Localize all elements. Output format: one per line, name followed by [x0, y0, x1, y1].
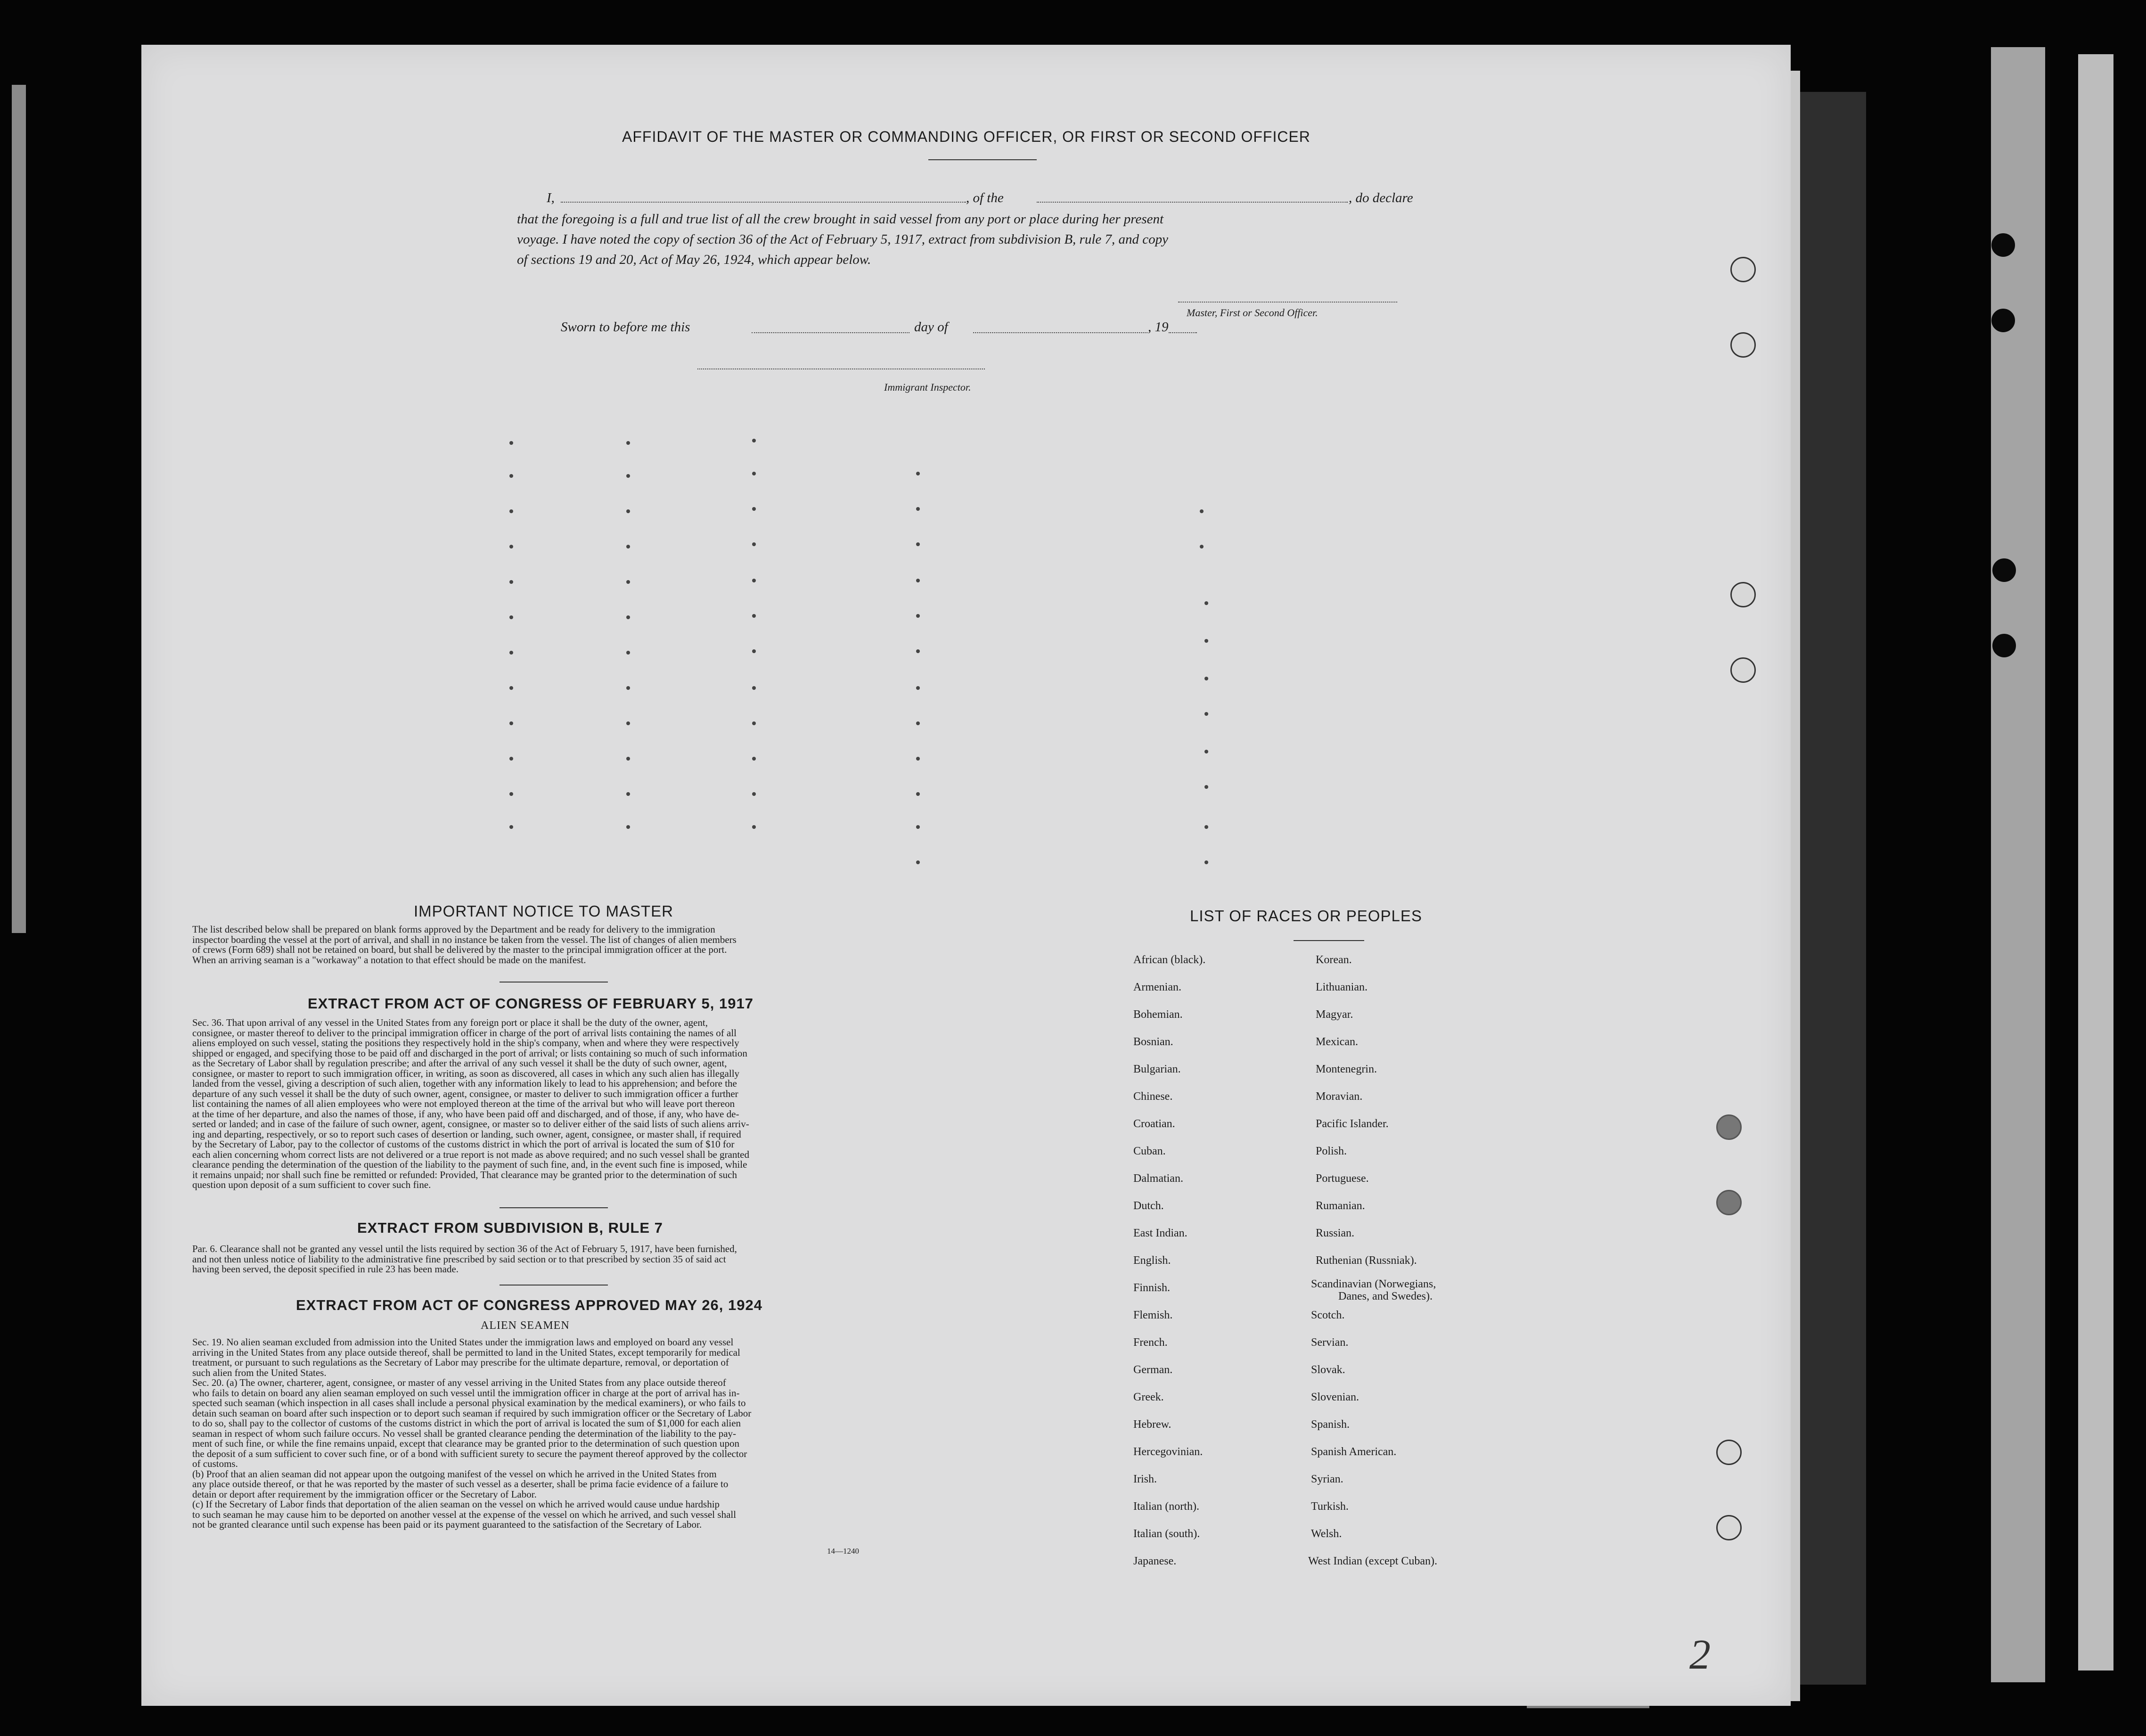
race-left-item: Japanese. [1133, 1555, 1177, 1567]
race-right-item: Lithuanian. [1316, 981, 1368, 993]
race-right-item: Servian. [1311, 1336, 1349, 1349]
text-line: Sec. 36. That upon arrival of any vessel in the United States from any foreign port or place it shall be the duty of the owner, agent, [192, 1017, 708, 1028]
text-line: not be granted clearance until such expense has been paid or its payment guaranteed to the satisfaction of the Secretary of Labor. [192, 1519, 702, 1530]
race-right-item: Korean. [1316, 954, 1352, 966]
affidavit-i: I, [547, 190, 555, 205]
extract-1924-body [192, 1337, 899, 1530]
race-right-item: Pacific Islander. [1316, 1118, 1389, 1130]
text-line: departure of any such vessel it shall be the duty of such owner, agent, consignee, or master to deliver to such immigration officer a further [192, 1088, 738, 1099]
text-line: any place outside thereof, or that he was reported by the master of such vessel as a deserter, shall be prima facie evidence of a failure to [192, 1478, 729, 1490]
race-left-item: Bulgarian. [1133, 1063, 1181, 1075]
affidavit-of-the: , of the [966, 190, 1004, 205]
race-right-item: Magyar. [1316, 1008, 1353, 1021]
affidavit-title: AFFIDAVIT OF THE MASTER OR COMMANDING OFFICER, OR FIRST OR SECOND OFFICER [622, 128, 1311, 145]
race-left-item: Irish. [1133, 1473, 1157, 1485]
text-line: as the Secretary of Labor shall by regulation prescribe; and after the arrival of any such vessel it shall be the duty of such owner, agent, [192, 1057, 727, 1069]
text-line: shipped or engaged, and specifying those to be paid off and discharged in the port of arrival; or lists containing so much of such information [192, 1047, 747, 1059]
race-left-item: Armenian. [1133, 981, 1181, 993]
text-line: of crews (Form 689) shall not be retained on board, but shall be delivered by the master to the principal immigration officer at the port. [192, 944, 727, 955]
race-left-item: Dalmatian. [1133, 1172, 1183, 1185]
race-right-item: Russian. [1316, 1227, 1355, 1239]
race-left-item: French. [1133, 1336, 1168, 1349]
text-line: who fails to detain on board any alien seaman employed on such vessel until the immigration officer in charge at the port of arrival has in- [192, 1387, 740, 1399]
text-line: aliens employed on such vessel, stating the positions they respectively hold in the ship's company, when and where they were respectively [192, 1037, 739, 1048]
text-line: to such seaman he may cause him to be deported on another vessel at the expense of the vessel on which he arrived, and such vessel shall [192, 1508, 737, 1520]
alien-seamen-subtitle: ALIEN SEAMEN [481, 1319, 570, 1332]
race-right-item: Montenegrin. [1316, 1063, 1377, 1075]
text-line: landed from the vessel, giving a description of such alien, together with any information likely to lead to his apprehension; and before the [192, 1078, 737, 1089]
race-right-item: Spanish American. [1311, 1446, 1397, 1458]
race-right-item: Slovenian. [1311, 1391, 1359, 1403]
race-right-item: Spanish. [1311, 1418, 1350, 1431]
affidavit-line2: that the foregoing is a full and true list of all the crew brought in said vessel from any port or place during her present [517, 212, 1164, 227]
subdivision-title: EXTRACT FROM SUBDIVISION B, RULE 7 [357, 1220, 663, 1236]
race-left-item: Croatian. [1133, 1118, 1175, 1130]
text-line: the deposit of a sum sufficient to cover such fine, or of a bond with sufficient surety to secure the payment thereof approved by the collector [192, 1448, 747, 1459]
text-line: detain such seaman on board after such inspection or to deport such seaman if required by such immigration officer or the Secretary of Labor [192, 1407, 752, 1419]
divider [1294, 940, 1364, 941]
race-right-item-cont: Danes, and Swedes). [1338, 1290, 1433, 1302]
text-line: Sec. 19. No alien seaman excluded from admission into the United States under the immigration laws and employed on board any vessel [192, 1336, 734, 1348]
notice-title: IMPORTANT NOTICE TO MASTER [414, 902, 674, 920]
text-line: (b) Proof that an alien seaman did not appear upon the outgoing manifest of the vessel on which he arrived in the United States from [192, 1468, 717, 1480]
race-left-item: English. [1133, 1254, 1171, 1267]
sworn-label: Sworn to before me this [561, 319, 690, 335]
text-line: consignee, or master to report to such immigration officer, in writing, as soon as discovered, all cases in which any such alien has illegally [192, 1067, 740, 1079]
text-line: detain or deport after requirement by the immigration officer or the Secretary of Labor. [192, 1488, 537, 1500]
race-left-item: Italian (north). [1133, 1500, 1199, 1513]
text-line: each alien concerning whom correct lists are not delivered or a true report is not made as above required; and no such vessel shall be granted [192, 1148, 749, 1160]
text-line: serted or landed; and in case of the failure of such owner, agent, consignee, or master so to deliver either of the said lists of such aliens arriv- [192, 1118, 749, 1130]
inspector-label: Immigrant Inspector. [884, 381, 971, 393]
text-line: having been served, the deposit specified in rule 23 has been made. [192, 1263, 459, 1275]
extract-1917-title: EXTRACT FROM ACT OF CONGRESS OF FEBRUARY 5, 1917 [308, 995, 754, 1012]
divider [500, 1285, 608, 1286]
text-line: of customs. [192, 1458, 238, 1469]
extract-1917-body [192, 1018, 899, 1190]
race-right-item: Rumanian. [1316, 1200, 1365, 1212]
race-left-item: Cuban. [1133, 1145, 1166, 1157]
text-line: Par. 6. Clearance shall not be granted any vessel until the lists required by section 36 of the Act of February 5, 1917, have been furnished, [192, 1243, 737, 1254]
divider [500, 1207, 608, 1208]
margin-handwritten-mark: 2 [1689, 1631, 1711, 1678]
text-line: and not then unless notice of liability to the administrative fine prescribed by said section or to that prescribed by section 35 of said act [192, 1253, 726, 1265]
form-number: 14—1240 [827, 1547, 859, 1556]
divider [500, 982, 608, 983]
race-left-item: German. [1133, 1364, 1173, 1376]
race-right-item: Moravian. [1316, 1090, 1363, 1103]
text-line: list containing the names of all alien employees who were not employed thereon at the time of the arrival but who will leave port thereon [192, 1098, 735, 1109]
race-right-item: Mexican. [1316, 1036, 1358, 1048]
text-line: at the time of her departure, and also the names of those, if any, who have been paid off and discharged, and of those, if any, who have de- [192, 1108, 739, 1120]
affidavit-line4: of sections 19 and 20, Act of May 26, 1924, which appear below. [517, 252, 871, 267]
race-right-item: Turkish. [1311, 1500, 1349, 1513]
race-left-item: Hebrew. [1133, 1418, 1171, 1431]
text-line: inspector boarding the vessel at the port of arrival, and shall in no instance be taken from the vessel. The list of changes of alien members [192, 934, 737, 945]
text-line: question upon deposit of a sum sufficient to cover such fine. [192, 1179, 431, 1190]
race-left-item: Greek. [1133, 1391, 1164, 1403]
text-line: Sec. 20. (a) The owner, charterer, agent, consignee, or master of any vessel arriving in the United States from any place outside thereof [192, 1377, 726, 1388]
text-line: clearance pending the determination of the question of the liability to the payment of such fine, and, in the event such fine is imposed, while [192, 1159, 747, 1170]
race-left-item: Italian (south). [1133, 1528, 1200, 1540]
race-right-item: Polish. [1316, 1145, 1347, 1157]
text-line: When an arriving seaman is a "workaway" a notation to that effect should be made on the manifest. [192, 954, 586, 966]
text-line: treatment, or pursuant to such regulations as the Secretary of Labor may prescribe for the ultimate departure, removal, or deportation of [192, 1357, 729, 1368]
race-left-item: East Indian. [1133, 1227, 1188, 1239]
race-left-item: African (black). [1133, 954, 1206, 966]
text-line: ment of such fine, or while the fine remains unpaid, except that clearance may be granted prior to the determination of such question upon [192, 1438, 740, 1449]
race-left-item: Chinese. [1133, 1090, 1173, 1103]
text-line: (c) If the Secretary of Labor finds that deportation of the alien seaman on the vessel on which he arrived would cause undue hardship [192, 1499, 720, 1510]
race-right-item: West Indian (except Cuban). [1308, 1555, 1437, 1567]
text-line: The list described below shall be prepared on blank forms approved by the Department and be ready for delivery to the immigration [192, 924, 715, 935]
affidavit-line3: voyage. I have noted the copy of section 36 of the Act of February 5, 1917, extract from subdivision B, rule 7, and copy [517, 232, 1169, 247]
subdivision-body [192, 1244, 899, 1275]
text-line: consignee, or master thereof to deliver to the principal immigration officer in charge of the port of arrival lists containing the names of all [192, 1027, 737, 1039]
races-title: LIST OF RACES OR PEOPLES [1190, 907, 1422, 925]
race-left-item: Bohemian. [1133, 1008, 1183, 1021]
master-signature-label: Master, First or Second Officer. [1187, 307, 1318, 319]
race-right-item: Portuguese. [1316, 1172, 1369, 1185]
race-right-item: Ruthenian (Russniak). [1316, 1254, 1417, 1267]
race-left-item: Dutch. [1133, 1200, 1164, 1212]
text-line: ing and departing, respectively, or so to report such cases of desertion or landing, such owner, agent, consignee, or master shall, if required [192, 1128, 741, 1140]
race-left-item: Finnish. [1133, 1282, 1171, 1294]
race-left-item: Hercegovinian. [1133, 1446, 1203, 1458]
notice-body [192, 925, 899, 965]
text-line: arriving in the United States from any place outside thereof, shall be permitted to land in the United States, except temporarily for medical [192, 1346, 740, 1358]
text-line: by the Secretary of Labor, pay to the collector of customs of the customs district in which the port of arrival is located the sum of $10 for [192, 1138, 735, 1150]
year-label: , 19 [1148, 319, 1169, 335]
text-line: spected such seaman (which inspection in all cases shall include a personal physical examination by the medical examiners), or who fails to [192, 1397, 746, 1408]
extract-1924-title: EXTRACT FROM ACT OF CONGRESS APPROVED MAY 26, 1924 [296, 1297, 762, 1313]
text-line: to do so, shall pay to the collector of customs of the customs district in which the port of arrival is located the sum of $1,000 for each alien [192, 1417, 741, 1429]
text-line: such alien from the United States. [192, 1367, 327, 1378]
day-of-label: day of [914, 319, 948, 335]
race-right-item: Scandinavian (Norwegians, [1311, 1278, 1436, 1290]
race-right-item: Syrian. [1311, 1473, 1343, 1485]
race-left-item: Flemish. [1133, 1309, 1173, 1321]
text-line: seaman in respect of whom such failure occurs. No vessel shall be granted clearance pending the determination of the liability to the pay- [192, 1427, 737, 1439]
race-right-item: Slovak. [1311, 1364, 1345, 1376]
race-right-item: Welsh. [1311, 1528, 1342, 1540]
text-line: it remains unpaid; nor shall such fine be remitted or refunded: Provided, That clearance may be granted prior to the determination of such [192, 1169, 737, 1180]
affidavit-declare: , do declare [1349, 190, 1413, 205]
race-right-item: Scotch. [1311, 1309, 1345, 1321]
race-left-item: Bosnian. [1133, 1036, 1173, 1048]
